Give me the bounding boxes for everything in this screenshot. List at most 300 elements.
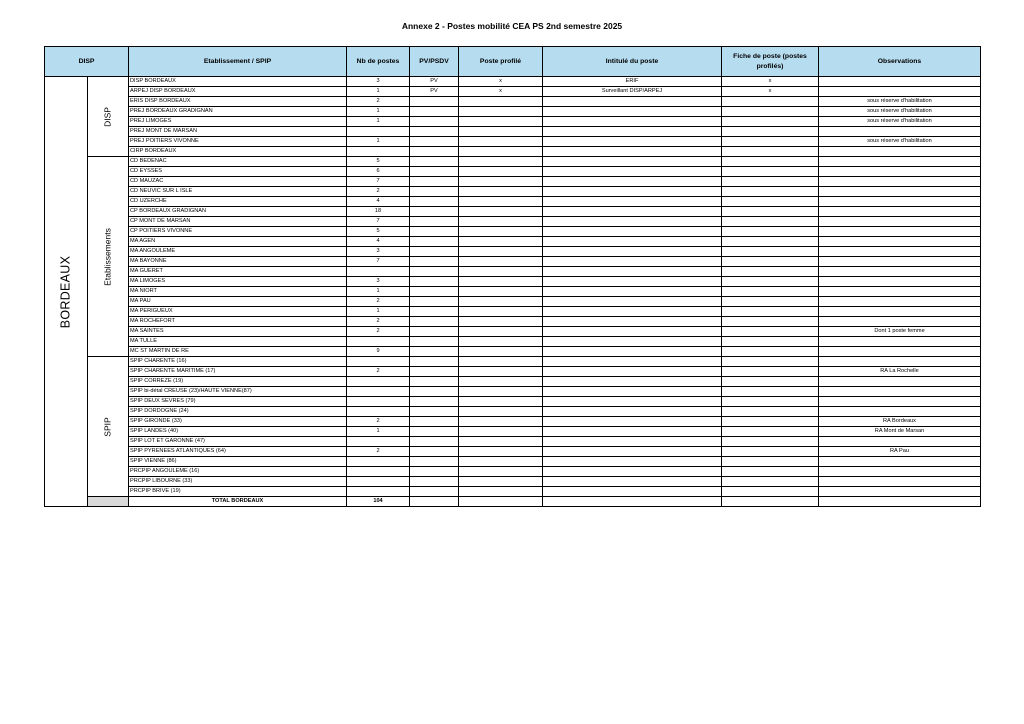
etablissement-cell: PREJ BORDEAUX GRADIGNAN <box>129 107 347 117</box>
poste-profile-cell <box>459 127 543 137</box>
fiche-cell <box>722 207 819 217</box>
nb-postes-cell: 1 <box>347 87 410 97</box>
fiche-cell <box>722 317 819 327</box>
intitule-cell <box>543 437 722 447</box>
poste-profile-cell <box>459 137 543 147</box>
pv-psdv-cell <box>410 197 459 207</box>
observations-cell <box>819 477 981 487</box>
pv-psdv-cell <box>410 467 459 477</box>
observations-cell <box>819 277 981 287</box>
etablissement-cell: SPIP LOT ET GARONNE (47) <box>129 437 347 447</box>
fiche-cell <box>722 157 819 167</box>
intitule-cell <box>543 257 722 267</box>
table-row <box>45 447 981 457</box>
intitule-cell <box>543 367 722 377</box>
pv-psdv-cell <box>410 337 459 347</box>
etablissement-cell: MA PERIGUEUX <box>129 307 347 317</box>
poste-profile-cell <box>459 437 543 447</box>
poste-profile-cell <box>459 327 543 337</box>
group-cell <box>88 77 129 157</box>
nb-postes-cell: 7 <box>347 217 410 227</box>
table-row <box>45 477 981 487</box>
poste-profile-cell <box>459 307 543 317</box>
observations-cell <box>819 247 981 257</box>
group-label: Etablissements <box>102 227 113 286</box>
table-row <box>45 77 981 87</box>
table-row <box>45 257 981 267</box>
table-row <box>45 307 981 317</box>
pv-psdv-cell <box>410 487 459 497</box>
etablissement-cell: CD BEDENAC <box>129 157 347 167</box>
nb-postes-cell <box>347 487 410 497</box>
table-row <box>45 367 981 377</box>
pv-psdv-cell <box>410 247 459 257</box>
pv-psdv-cell <box>410 137 459 147</box>
nb-postes-cell: 2 <box>347 327 410 337</box>
region-cell <box>45 77 88 507</box>
poste-profile-cell <box>459 187 543 197</box>
nb-postes-cell: 2 <box>347 297 410 307</box>
etablissement-cell: PRCPIP LIBOURNE (33) <box>129 477 347 487</box>
observations-cell <box>819 87 981 97</box>
etablissement-cell: ERIS DISP BORDEAUX <box>129 97 347 107</box>
observations-cell: sous réserve d'habilitation <box>819 107 981 117</box>
fiche-cell <box>722 367 819 377</box>
poste-profile-cell <box>459 377 543 387</box>
poste-profile-cell <box>459 367 543 377</box>
pv-psdv-cell <box>410 147 459 157</box>
poste-profile-cell <box>459 107 543 117</box>
observations-cell <box>819 267 981 277</box>
etablissement-cell: MA NIORT <box>129 287 347 297</box>
table-row <box>45 467 981 477</box>
etablissement-cell: SPIP CORREZE (19) <box>129 377 347 387</box>
fiche-cell <box>722 227 819 237</box>
nb-postes-cell: 2 <box>347 97 410 107</box>
table-row <box>45 107 981 117</box>
poste-profile-cell <box>459 117 543 127</box>
nb-postes-cell: 2 <box>347 417 410 427</box>
nb-postes-cell: 18 <box>347 207 410 217</box>
intitule-cell <box>543 227 722 237</box>
etablissement-cell: CD EYSSES <box>129 167 347 177</box>
observations-cell <box>819 377 981 387</box>
poste-profile-cell <box>459 397 543 407</box>
nb-postes-cell <box>347 457 410 467</box>
intitule-cell <box>543 197 722 207</box>
fiche-cell <box>722 187 819 197</box>
intitule-cell <box>543 457 722 467</box>
pv-psdv-cell <box>410 477 459 487</box>
intitule-cell <box>543 267 722 277</box>
fiche-cell <box>722 247 819 257</box>
poste-profile-cell <box>459 207 543 217</box>
fiche-cell <box>722 447 819 457</box>
intitule-cell: ERIF <box>543 77 722 87</box>
header-pv-psdv: PV/PSDV <box>410 47 459 77</box>
observations-cell <box>819 307 981 317</box>
fiche-cell <box>722 377 819 387</box>
pv-psdv-cell <box>410 387 459 397</box>
pv-psdv-cell <box>410 357 459 367</box>
fiche-cell <box>722 397 819 407</box>
observations-cell <box>819 77 981 87</box>
etablissement-cell: CD MAUZAC <box>129 177 347 187</box>
table-row <box>45 247 981 257</box>
intitule-cell <box>543 297 722 307</box>
fiche-cell <box>722 217 819 227</box>
pv-psdv-cell <box>410 427 459 437</box>
poste-profile-cell <box>459 387 543 397</box>
nb-postes-cell <box>347 267 410 277</box>
poste-profile-cell <box>459 337 543 347</box>
header-row <box>45 47 981 77</box>
pv-psdv-cell <box>410 377 459 387</box>
intitule-cell <box>543 417 722 427</box>
etablissement-cell: SPIP LANDES (40) <box>129 427 347 437</box>
fiche-cell <box>722 307 819 317</box>
pv-psdv-cell <box>410 187 459 197</box>
observations-cell <box>819 127 981 137</box>
poste-profile-cell <box>459 427 543 437</box>
poste-profile-cell <box>459 297 543 307</box>
group-cell <box>88 357 129 497</box>
observations-cell <box>819 257 981 267</box>
observations-cell <box>819 437 981 447</box>
intitule-cell <box>543 107 722 117</box>
table-row <box>45 127 981 137</box>
intitule-cell <box>543 247 722 257</box>
total-empty-cell <box>722 497 819 507</box>
nb-postes-cell <box>347 147 410 157</box>
nb-postes-cell <box>347 337 410 347</box>
header-observations: Observations <box>819 47 981 77</box>
intitule-cell <box>543 307 722 317</box>
table-row <box>45 237 981 247</box>
observations-cell <box>819 217 981 227</box>
intitule-cell <box>543 207 722 217</box>
fiche-cell <box>722 147 819 157</box>
fiche-cell <box>722 327 819 337</box>
nb-postes-cell: 2 <box>347 187 410 197</box>
nb-postes-cell <box>347 377 410 387</box>
nb-postes-cell: 1 <box>347 137 410 147</box>
nb-postes-cell: 1 <box>347 117 410 127</box>
observations-cell: RA La Rochelle <box>819 367 981 377</box>
intitule-cell: Surveillant DISP/ARPEJ <box>543 87 722 97</box>
nb-postes-cell <box>347 397 410 407</box>
nb-postes-cell: 1 <box>347 427 410 437</box>
observations-cell <box>819 167 981 177</box>
table-row <box>45 97 981 107</box>
etablissement-cell: CP POITIERS VIVONNE <box>129 227 347 237</box>
nb-postes-cell <box>347 467 410 477</box>
nb-postes-cell <box>347 407 410 417</box>
pv-psdv-cell <box>410 217 459 227</box>
poste-profile-cell <box>459 217 543 227</box>
pv-psdv-cell <box>410 227 459 237</box>
fiche-cell <box>722 457 819 467</box>
pv-psdv-cell <box>410 287 459 297</box>
etablissement-cell: CIRP BORDEAUX <box>129 147 347 157</box>
intitule-cell <box>543 407 722 417</box>
intitule-cell <box>543 487 722 497</box>
pv-psdv-cell <box>410 347 459 357</box>
table-row <box>45 397 981 407</box>
nb-postes-cell: 7 <box>347 177 410 187</box>
observations-cell: Dont 1 poste femme <box>819 327 981 337</box>
pv-psdv-cell <box>410 327 459 337</box>
table-row <box>45 317 981 327</box>
observations-cell: sous réserve d'habilitation <box>819 97 981 107</box>
observations-cell <box>819 187 981 197</box>
pv-psdv-cell <box>410 437 459 447</box>
observations-cell: RA Mont de Marsan <box>819 427 981 437</box>
intitule-cell <box>543 317 722 327</box>
intitule-cell <box>543 217 722 227</box>
etablissement-cell: CP BORDEAUX GRADIGNAN <box>129 207 347 217</box>
fiche-cell: x <box>722 77 819 87</box>
pv-psdv-cell <box>410 97 459 107</box>
intitule-cell <box>543 157 722 167</box>
pv-psdv-cell <box>410 367 459 377</box>
fiche-cell <box>722 437 819 447</box>
pv-psdv-cell <box>410 107 459 117</box>
total-empty-cell <box>459 497 543 507</box>
observations-cell <box>819 207 981 217</box>
intitule-cell <box>543 97 722 107</box>
group-label: SPIP <box>102 416 113 437</box>
header-intitule: Intitulé du poste <box>543 47 722 77</box>
poste-profile-cell <box>459 347 543 357</box>
table-row <box>45 157 981 167</box>
etablissement-cell: MC ST MARTIN DE RE <box>129 347 347 357</box>
observations-cell <box>819 407 981 417</box>
nb-postes-cell: 3 <box>347 77 410 87</box>
table-row <box>45 337 981 347</box>
pv-psdv-cell <box>410 277 459 287</box>
fiche-cell: x <box>722 87 819 97</box>
poste-profile-cell <box>459 227 543 237</box>
fiche-cell <box>722 277 819 287</box>
table-row <box>45 377 981 387</box>
etablissement-cell: SPIP DORDOGNE (24) <box>129 407 347 417</box>
total-label: TOTAL BORDEAUX <box>129 497 347 507</box>
nb-postes-cell: 1 <box>347 307 410 317</box>
poste-profile-cell <box>459 97 543 107</box>
table-row <box>45 137 981 147</box>
nb-postes-cell: 2 <box>347 317 410 327</box>
fiche-cell <box>722 357 819 367</box>
table-row <box>45 187 981 197</box>
observations-cell: sous réserve d'habilitation <box>819 117 981 127</box>
table-row <box>45 207 981 217</box>
intitule-cell <box>543 327 722 337</box>
pv-psdv-cell <box>410 297 459 307</box>
region-label: BORDEAUX <box>58 255 73 328</box>
nb-postes-cell <box>347 127 410 137</box>
fiche-cell <box>722 407 819 417</box>
poste-profile-cell <box>459 317 543 327</box>
fiche-cell <box>722 297 819 307</box>
poste-profile-cell <box>459 467 543 477</box>
table-row <box>45 197 981 207</box>
fiche-cell <box>722 477 819 487</box>
total-value: 104 <box>347 497 410 507</box>
nb-postes-cell <box>347 437 410 447</box>
pv-psdv-cell: PV <box>410 87 459 97</box>
poste-profile-cell <box>459 357 543 367</box>
document-title: Annexe 2 - Postes mobilité CEA PS 2nd semestre 2025 <box>401 21 623 31</box>
intitule-cell <box>543 117 722 127</box>
intitule-cell <box>543 347 722 357</box>
nb-postes-cell: 9 <box>347 347 410 357</box>
fiche-cell <box>722 487 819 497</box>
header-etablissement: Etablissement / SPIP <box>129 47 347 77</box>
table-row <box>45 427 981 437</box>
fiche-cell <box>722 97 819 107</box>
etablissement-cell: PREJ MONT DE MARSAN <box>129 127 347 137</box>
table-row <box>45 277 981 287</box>
header-poste-profile: Poste profilé <box>459 47 543 77</box>
pv-psdv-cell <box>410 317 459 327</box>
header-fiche: Fiche de poste (postes profilés) <box>722 47 819 77</box>
intitule-cell <box>543 187 722 197</box>
observations-cell <box>819 397 981 407</box>
table-row <box>45 167 981 177</box>
poste-profile-cell <box>459 157 543 167</box>
total-empty-cell <box>819 497 981 507</box>
table-row <box>45 267 981 277</box>
fiche-cell <box>722 197 819 207</box>
pv-psdv-cell <box>410 457 459 467</box>
observations-cell: sous réserve d'habilitation <box>819 137 981 147</box>
observations-cell <box>819 177 981 187</box>
poste-profile-cell <box>459 277 543 287</box>
poste-profile-cell <box>459 147 543 157</box>
nb-postes-cell: 6 <box>347 167 410 177</box>
nb-postes-cell <box>347 357 410 367</box>
observations-cell <box>819 157 981 167</box>
observations-cell <box>819 457 981 467</box>
observations-cell: RA Bordeaux <box>819 417 981 427</box>
observations-cell <box>819 227 981 237</box>
etablissement-cell: MA PAU <box>129 297 347 307</box>
table-row <box>45 87 981 97</box>
poste-profile-cell <box>459 457 543 467</box>
observations-cell <box>819 337 981 347</box>
fiche-cell <box>722 467 819 477</box>
poste-profile-cell <box>459 167 543 177</box>
pv-psdv-cell <box>410 307 459 317</box>
observations-cell <box>819 387 981 397</box>
total-empty-cell <box>543 497 722 507</box>
etablissement-cell: MA BAYONNE <box>129 257 347 267</box>
table-row <box>45 117 981 127</box>
nb-postes-cell: 2 <box>347 447 410 457</box>
pv-psdv-cell <box>410 447 459 457</box>
intitule-cell <box>543 337 722 347</box>
etablissement-cell: DISP BORDEAUX <box>129 77 347 87</box>
header-nb-postes: Nb de postes <box>347 47 410 77</box>
intitule-cell <box>543 397 722 407</box>
fiche-cell <box>722 417 819 427</box>
nb-postes-cell: 4 <box>347 237 410 247</box>
fiche-cell <box>722 177 819 187</box>
observations-cell <box>819 487 981 497</box>
poste-profile-cell <box>459 287 543 297</box>
observations-cell <box>819 467 981 477</box>
observations-cell <box>819 197 981 207</box>
poste-profile-cell <box>459 487 543 497</box>
fiche-cell <box>722 137 819 147</box>
nb-postes-cell: 3 <box>347 247 410 257</box>
observations-cell <box>819 317 981 327</box>
total-spacer-cell <box>88 497 129 507</box>
etablissement-cell: PREJ POITIERS VIVONNE <box>129 137 347 147</box>
etablissement-cell: MA ROCHEFORT <box>129 317 347 327</box>
intitule-cell <box>543 447 722 457</box>
etablissement-cell: MA LIMOGES <box>129 277 347 287</box>
fiche-cell <box>722 257 819 267</box>
poste-profile-cell <box>459 177 543 187</box>
table-row <box>45 437 981 447</box>
poste-profile-cell <box>459 477 543 487</box>
pv-psdv-cell <box>410 397 459 407</box>
table-row <box>45 357 981 367</box>
observations-cell <box>819 297 981 307</box>
etablissement-cell: CD NEUVIC SUR L ISLE <box>129 187 347 197</box>
poste-profile-cell <box>459 197 543 207</box>
table-row <box>45 457 981 467</box>
poste-profile-cell: x <box>459 87 543 97</box>
pv-psdv-cell: PV <box>410 77 459 87</box>
fiche-cell <box>722 237 819 247</box>
postes-table <box>44 46 981 507</box>
table-row <box>45 177 981 187</box>
table-row <box>45 147 981 157</box>
etablissement-cell: SPIP GIRONDE (33) <box>129 417 347 427</box>
pv-psdv-cell <box>410 177 459 187</box>
fiche-cell <box>722 127 819 137</box>
poste-profile-cell <box>459 247 543 257</box>
pv-psdv-cell <box>410 407 459 417</box>
observations-cell <box>819 357 981 367</box>
intitule-cell <box>543 127 722 137</box>
pv-psdv-cell <box>410 117 459 127</box>
fiche-cell <box>722 387 819 397</box>
pv-psdv-cell <box>410 157 459 167</box>
group-label: DISP <box>102 106 113 127</box>
fiche-cell <box>722 107 819 117</box>
poste-profile-cell: x <box>459 77 543 87</box>
etablissement-cell: MA SAINTES <box>129 327 347 337</box>
intitule-cell <box>543 387 722 397</box>
nb-postes-cell: 2 <box>347 367 410 377</box>
etablissement-cell: CD UZERCHE <box>129 197 347 207</box>
poste-profile-cell <box>459 447 543 457</box>
intitule-cell <box>543 357 722 367</box>
intitule-cell <box>543 277 722 287</box>
pv-psdv-cell <box>410 167 459 177</box>
intitule-cell <box>543 427 722 437</box>
intitule-cell <box>543 467 722 477</box>
table-row <box>45 217 981 227</box>
observations-cell <box>819 147 981 157</box>
intitule-cell <box>543 477 722 487</box>
etablissement-cell: SPIP bi-détal CREUSE (23)/HAUTE VIENNE(87) <box>129 387 347 397</box>
observations-cell: RA Pau <box>819 447 981 457</box>
